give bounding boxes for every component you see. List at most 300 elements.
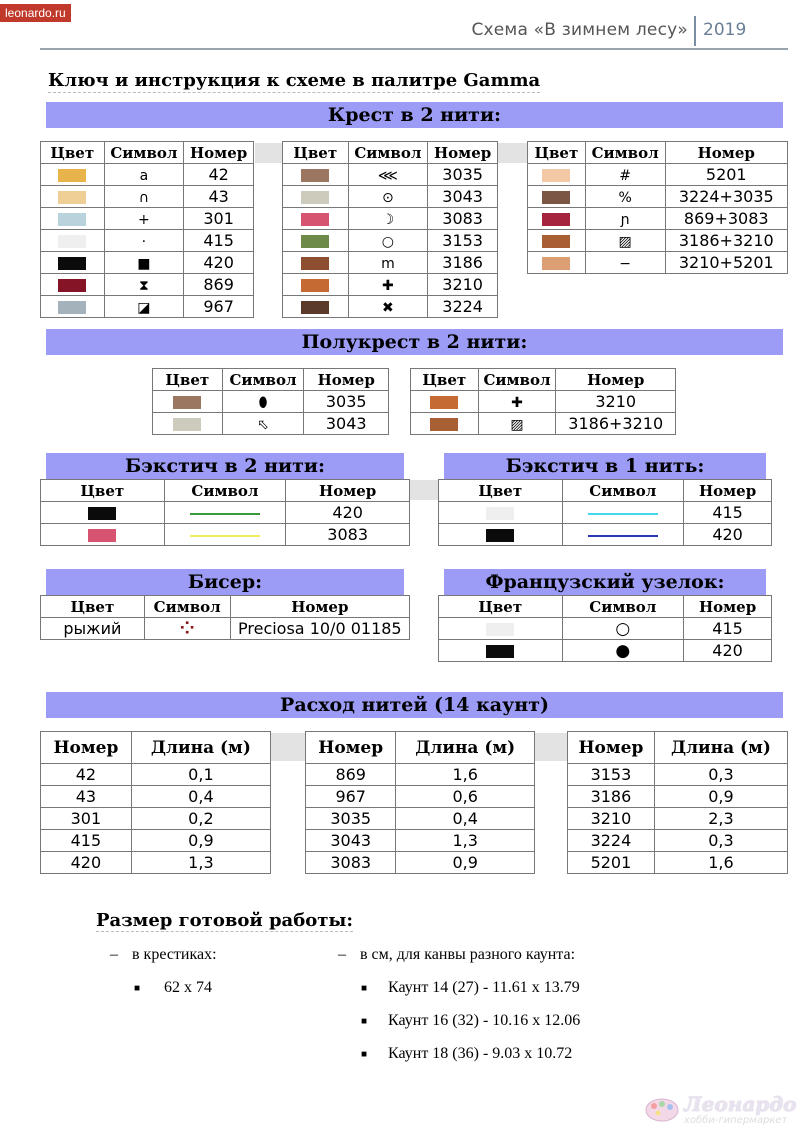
color-swatch — [301, 279, 329, 292]
thread-number: 301 — [184, 208, 254, 230]
thread-length: 0,9 — [654, 786, 787, 808]
table-row — [568, 852, 788, 874]
table-row — [283, 164, 498, 186]
stitch-symbol: # — [619, 168, 631, 184]
color-cell — [411, 391, 479, 413]
thread-number: 3186 — [428, 252, 498, 274]
thread-length: 1,6 — [396, 764, 535, 786]
table-row — [41, 852, 271, 874]
thread-number: 3043 — [304, 413, 389, 435]
header-separator — [694, 16, 696, 46]
bullet: ■ — [134, 983, 141, 994]
color-swatch — [542, 235, 570, 248]
thread-number: 967 — [184, 296, 254, 318]
symbol-cell — [104, 252, 184, 274]
frenchknot-table — [438, 595, 772, 662]
color-swatch — [430, 396, 458, 409]
thread-number: 43 — [41, 786, 132, 808]
cross-banner: Крест в 2 нити: — [46, 102, 783, 128]
column-header-length: Длина (м) — [396, 732, 535, 764]
color-cell — [439, 618, 563, 640]
color-cell — [41, 230, 105, 252]
column-header-symbol: Символ — [585, 142, 665, 164]
table-row — [41, 208, 254, 230]
thread-length: 0,3 — [654, 764, 787, 786]
header-row — [41, 142, 254, 164]
color-swatch — [542, 191, 570, 204]
thread-number: 3224+3035 — [665, 186, 788, 208]
usage-table-3 — [567, 731, 788, 874]
stitch-symbol: ✖ — [382, 300, 394, 316]
symbol-cell — [562, 524, 684, 546]
stitch-symbol: ☽ — [381, 212, 395, 228]
color-cell — [528, 252, 586, 274]
symbol-cell — [104, 230, 184, 252]
stitch-symbol: ✚ — [382, 278, 394, 294]
color-swatch — [301, 191, 329, 204]
column-header-number: Номер — [286, 480, 410, 502]
table-row — [41, 252, 254, 274]
stitch-symbol: ✚ — [511, 395, 523, 411]
thread-length: 0,4 — [396, 808, 535, 830]
thread-number: 3210 — [428, 274, 498, 296]
cross-table-2 — [282, 141, 498, 318]
thread-number: 3035 — [304, 391, 389, 413]
color-swatch — [173, 396, 201, 409]
decor-shadow — [255, 143, 285, 163]
table-row — [528, 164, 788, 186]
cm-label: в см, для канвы разного каунта: — [360, 946, 576, 963]
thread-number: 5201 — [665, 164, 788, 186]
color-cell — [41, 208, 105, 230]
header-row — [439, 596, 772, 618]
table-row — [283, 186, 498, 208]
stitch-symbol: ⧗ — [138, 278, 149, 294]
symbol-cell — [348, 252, 428, 274]
symbol-cell — [348, 186, 428, 208]
color-cell — [41, 502, 165, 524]
table-row — [306, 786, 535, 808]
thread-number: 3083 — [428, 208, 498, 230]
doc-title: Ключ и инструкция к схеме в палитре Gamma — [48, 70, 541, 91]
stitch-symbol: ⋘ — [377, 168, 398, 184]
beads-banner: Бисер: — [46, 569, 404, 595]
table-row — [306, 830, 535, 852]
header-row — [528, 142, 788, 164]
thread-number: 869+3083 — [665, 208, 788, 230]
thread-length: 2,3 — [654, 808, 787, 830]
table-row — [439, 640, 772, 662]
column-header-length: Длина (м) — [654, 732, 787, 764]
column-header-color: Цвет — [528, 142, 586, 164]
color-cell — [283, 164, 349, 186]
thread-number: 3224 — [568, 830, 655, 852]
thread-number: 415 — [684, 502, 772, 524]
stitches-value: 62 x 74 — [164, 979, 212, 996]
decor-shadow — [535, 733, 567, 761]
column-header-color: Цвет — [411, 369, 479, 391]
stitch-symbol: ∩ — [138, 190, 150, 206]
table-row — [41, 764, 271, 786]
stitch-symbol: ○ — [381, 234, 394, 250]
table-row — [153, 413, 389, 435]
thread-number: 415 — [184, 230, 254, 252]
thread-number: 43 — [184, 186, 254, 208]
symbol-cell — [348, 296, 428, 318]
color-cell — [41, 296, 105, 318]
column-header-number: Номер — [428, 142, 498, 164]
column-header-symbol: Символ — [222, 369, 304, 391]
symbol-cell — [348, 208, 428, 230]
color-swatch — [486, 645, 514, 658]
scheme-year: 2019 — [703, 20, 747, 40]
stitch-symbol: − — [619, 256, 631, 272]
column-header-number: Номер — [556, 369, 676, 391]
symbol-cell — [222, 413, 304, 435]
color-swatch — [301, 213, 329, 226]
thread-length: 0,3 — [654, 830, 787, 852]
symbol-cell — [562, 618, 684, 640]
thread-number: 415 — [684, 618, 772, 640]
knot-symbol: ○ — [615, 618, 631, 639]
column-header-symbol: Символ — [478, 369, 556, 391]
table-row — [41, 274, 254, 296]
backstitch1-banner: Бэкстич в 1 нить: — [444, 453, 766, 479]
thread-number: 420 — [684, 640, 772, 662]
symbol-cell — [585, 230, 665, 252]
symbol-cell — [164, 502, 286, 524]
thread-number: 3186 — [568, 786, 655, 808]
thread-number: 869 — [184, 274, 254, 296]
decor-shadow — [410, 480, 440, 500]
color-swatch — [58, 169, 86, 182]
backstitch2-banner: Бэкстич в 2 нити: — [46, 453, 404, 479]
table-row — [41, 164, 254, 186]
column-header-color: Цвет — [439, 480, 563, 502]
color-swatch — [173, 418, 201, 431]
bullet: ■ — [361, 983, 368, 994]
header-row — [568, 732, 788, 764]
color-cell — [41, 274, 105, 296]
column-header-symbol: Символ — [562, 480, 684, 502]
color-swatch — [301, 169, 329, 182]
column-header-number: Номер — [41, 732, 132, 764]
table-row — [568, 786, 788, 808]
color-cell — [283, 274, 349, 296]
column-header-color: Цвет — [283, 142, 349, 164]
color-swatch — [58, 257, 86, 270]
column-header-color: Цвет — [41, 480, 165, 502]
thread-number: 3035 — [428, 164, 498, 186]
thread-number: 3210 — [568, 808, 655, 830]
color-swatch — [542, 213, 570, 226]
column-header-length: Длина (м) — [131, 732, 270, 764]
decor-shadow — [497, 143, 529, 163]
symbol-cell — [104, 208, 184, 230]
halfcross-banner: Полукрест в 2 нити: — [46, 329, 783, 355]
table-row — [528, 230, 788, 252]
knot-symbol: ● — [615, 640, 631, 661]
column-header-symbol: Символ — [144, 596, 230, 618]
thread-length: 0,9 — [396, 852, 535, 874]
thread-length: 1,3 — [131, 852, 270, 874]
table-row — [283, 274, 498, 296]
color-swatch — [542, 169, 570, 182]
column-header-color: Цвет — [41, 596, 145, 618]
color-cell — [528, 186, 586, 208]
bead-color: рыжий — [41, 618, 145, 640]
thread-number: 415 — [41, 830, 132, 852]
color-swatch — [88, 507, 116, 520]
thread-number: 3186+3210 — [556, 413, 676, 435]
thread-number: 3083 — [306, 852, 396, 874]
column-header-number: Номер — [684, 596, 772, 618]
color-cell — [439, 524, 563, 546]
symbol-cell — [104, 186, 184, 208]
dash-marker: – — [338, 946, 346, 963]
table-row — [41, 502, 410, 524]
symbol-cell — [144, 618, 230, 640]
decor-shadow — [271, 733, 305, 761]
column-header-symbol: Символ — [562, 596, 684, 618]
color-swatch — [58, 213, 86, 226]
backstitch-line — [190, 535, 260, 537]
color-swatch — [58, 235, 86, 248]
color-swatch — [301, 235, 329, 248]
thread-number: 869 — [306, 764, 396, 786]
table-row — [306, 764, 535, 786]
color-swatch — [486, 623, 514, 636]
symbol-cell — [585, 252, 665, 274]
backstitch1-table — [438, 479, 772, 546]
halfcross-table-1 — [152, 368, 389, 435]
color-cell — [528, 208, 586, 230]
table-row — [41, 830, 271, 852]
halfcross-table-2 — [410, 368, 676, 435]
table-row — [41, 296, 254, 318]
stitch-symbol: m — [381, 256, 395, 272]
thread-length: 1,3 — [396, 830, 535, 852]
backstitch-line — [588, 535, 658, 537]
thread-number: 5201 — [568, 852, 655, 874]
column-header-number: Номер — [306, 732, 396, 764]
header-row — [41, 596, 410, 618]
thread-number: 420 — [184, 252, 254, 274]
header-row — [153, 369, 389, 391]
table-row — [439, 524, 772, 546]
color-cell — [411, 413, 479, 435]
symbol-cell — [562, 502, 684, 524]
logo-palette-icon — [644, 1096, 680, 1124]
column-header-number: Номер — [568, 732, 655, 764]
cross-table-1 — [40, 141, 254, 318]
stitch-symbol: ▨ — [618, 234, 632, 250]
thread-length: 0,9 — [131, 830, 270, 852]
table-row — [568, 808, 788, 830]
size-title: Размер готовой работы: — [96, 910, 354, 931]
table-row — [153, 391, 389, 413]
table-row — [41, 618, 410, 640]
symbol-cell — [585, 208, 665, 230]
thread-number: 301 — [41, 808, 132, 830]
thread-number: 3035 — [306, 808, 396, 830]
table-row — [439, 618, 772, 640]
color-cell — [41, 164, 105, 186]
thread-number: 42 — [184, 164, 254, 186]
logo-name: Леонардо — [684, 1092, 797, 1116]
header-row — [439, 480, 772, 502]
color-swatch — [301, 301, 329, 314]
color-swatch — [486, 529, 514, 542]
bullet: ■ — [361, 1049, 368, 1060]
thread-number: 420 — [41, 852, 132, 874]
thread-number: 3153 — [428, 230, 498, 252]
color-cell — [283, 186, 349, 208]
table-row — [568, 830, 788, 852]
stitch-symbol: ■ — [137, 256, 151, 272]
thread-number: 42 — [41, 764, 132, 786]
color-cell — [153, 413, 223, 435]
count-line: Каунт 14 (27) - 11.61 x 13.79 — [388, 979, 580, 996]
color-cell — [41, 524, 165, 546]
thread-length: 1,6 — [654, 852, 787, 874]
logo-tagline: хобби-гипермаркет — [684, 1115, 788, 1126]
symbol-cell — [104, 274, 184, 296]
thread-length: 0,6 — [396, 786, 535, 808]
table-row — [41, 230, 254, 252]
thread-number: 3043 — [428, 186, 498, 208]
color-cell — [528, 164, 586, 186]
stitch-symbol: + — [138, 212, 150, 228]
symbol-cell — [104, 164, 184, 186]
column-header-number: Номер — [304, 369, 389, 391]
thread-number: 3224 — [428, 296, 498, 318]
symbol-cell — [562, 640, 684, 662]
backstitch-line — [190, 513, 260, 515]
table-row — [283, 230, 498, 252]
color-swatch — [542, 257, 570, 270]
color-swatch — [58, 191, 86, 204]
color-swatch — [430, 418, 458, 431]
table-row — [439, 502, 772, 524]
thread-length: 0,2 — [131, 808, 270, 830]
symbol-cell — [164, 524, 286, 546]
color-cell — [153, 391, 223, 413]
table-row — [306, 808, 535, 830]
thread-length: 0,1 — [131, 764, 270, 786]
column-header-symbol: Символ — [348, 142, 428, 164]
symbol-cell — [478, 413, 556, 435]
scheme-title: Схема «В зимнем лесу» — [471, 20, 688, 40]
header-row — [41, 732, 271, 764]
header-row — [306, 732, 535, 764]
stitch-symbol: ⬁ — [257, 417, 269, 433]
table-row — [41, 186, 254, 208]
color-cell — [283, 296, 349, 318]
symbol-cell — [222, 391, 304, 413]
thread-number: 3153 — [568, 764, 655, 786]
count-line: Каунт 18 (36) - 9.03 x 10.72 — [388, 1045, 573, 1062]
symbol-cell — [348, 230, 428, 252]
thread-number: 420 — [286, 502, 410, 524]
color-cell — [439, 502, 563, 524]
backstitch-line — [588, 513, 658, 515]
color-cell — [283, 208, 349, 230]
column-header-symbol: Символ — [104, 142, 184, 164]
table-row — [41, 786, 271, 808]
color-swatch — [58, 301, 86, 314]
symbol-cell — [585, 164, 665, 186]
symbol-cell — [585, 186, 665, 208]
backstitch2-table — [40, 479, 410, 546]
color-cell — [41, 186, 105, 208]
thread-number: 3210 — [556, 391, 676, 413]
symbol-cell — [104, 296, 184, 318]
color-cell — [439, 640, 563, 662]
usage-table-1 — [40, 731, 271, 874]
color-cell — [528, 230, 586, 252]
usage-table-2 — [305, 731, 535, 874]
usage-banner: Расход нитей (14 каунт) — [46, 692, 783, 718]
thread-number: 967 — [306, 786, 396, 808]
table-row — [411, 413, 676, 435]
header-rule — [40, 48, 788, 50]
stitch-symbol: a — [139, 168, 149, 184]
table-row — [283, 252, 498, 274]
table-row — [528, 186, 788, 208]
count-line: Каунт 16 (32) - 10.16 x 12.06 — [388, 1012, 581, 1029]
column-header-number: Номер — [184, 142, 254, 164]
bead-number: Preciosa 10/0 01185 — [230, 618, 409, 640]
symbol-cell — [478, 391, 556, 413]
color-swatch — [301, 257, 329, 270]
header-row — [41, 480, 410, 502]
bullet: ■ — [361, 1016, 368, 1027]
color-cell — [283, 230, 349, 252]
stitch-symbol: ⬮ — [258, 395, 268, 411]
table-row — [528, 208, 788, 230]
color-cell — [41, 252, 105, 274]
column-header-color: Цвет — [41, 142, 105, 164]
table-row — [411, 391, 676, 413]
bead-symbol: ⁘ — [179, 618, 195, 639]
thread-number: 3043 — [306, 830, 396, 852]
thread-number: 3083 — [286, 524, 410, 546]
header-row — [411, 369, 676, 391]
table-row — [41, 524, 410, 546]
thread-number: 3210+5201 — [665, 252, 788, 274]
site-badge[interactable]: leonardo.ru — [0, 4, 71, 22]
table-row — [306, 852, 535, 874]
column-header-symbol: Символ — [164, 480, 286, 502]
thread-number: 3186+3210 — [665, 230, 788, 252]
stitch-symbol: ◪ — [137, 300, 151, 316]
header-row — [283, 142, 498, 164]
column-header-number: Номер — [230, 596, 409, 618]
column-header-number: Номер — [665, 142, 788, 164]
thread-length: 0,4 — [131, 786, 270, 808]
table-row — [568, 764, 788, 786]
color-swatch — [58, 279, 86, 292]
stitch-symbol: ɲ — [620, 212, 630, 228]
table-row — [528, 252, 788, 274]
color-swatch — [88, 529, 116, 542]
column-header-number: Номер — [684, 480, 772, 502]
stitch-symbol: · — [141, 234, 147, 250]
symbol-cell — [348, 164, 428, 186]
color-cell — [283, 252, 349, 274]
table-row — [41, 808, 271, 830]
